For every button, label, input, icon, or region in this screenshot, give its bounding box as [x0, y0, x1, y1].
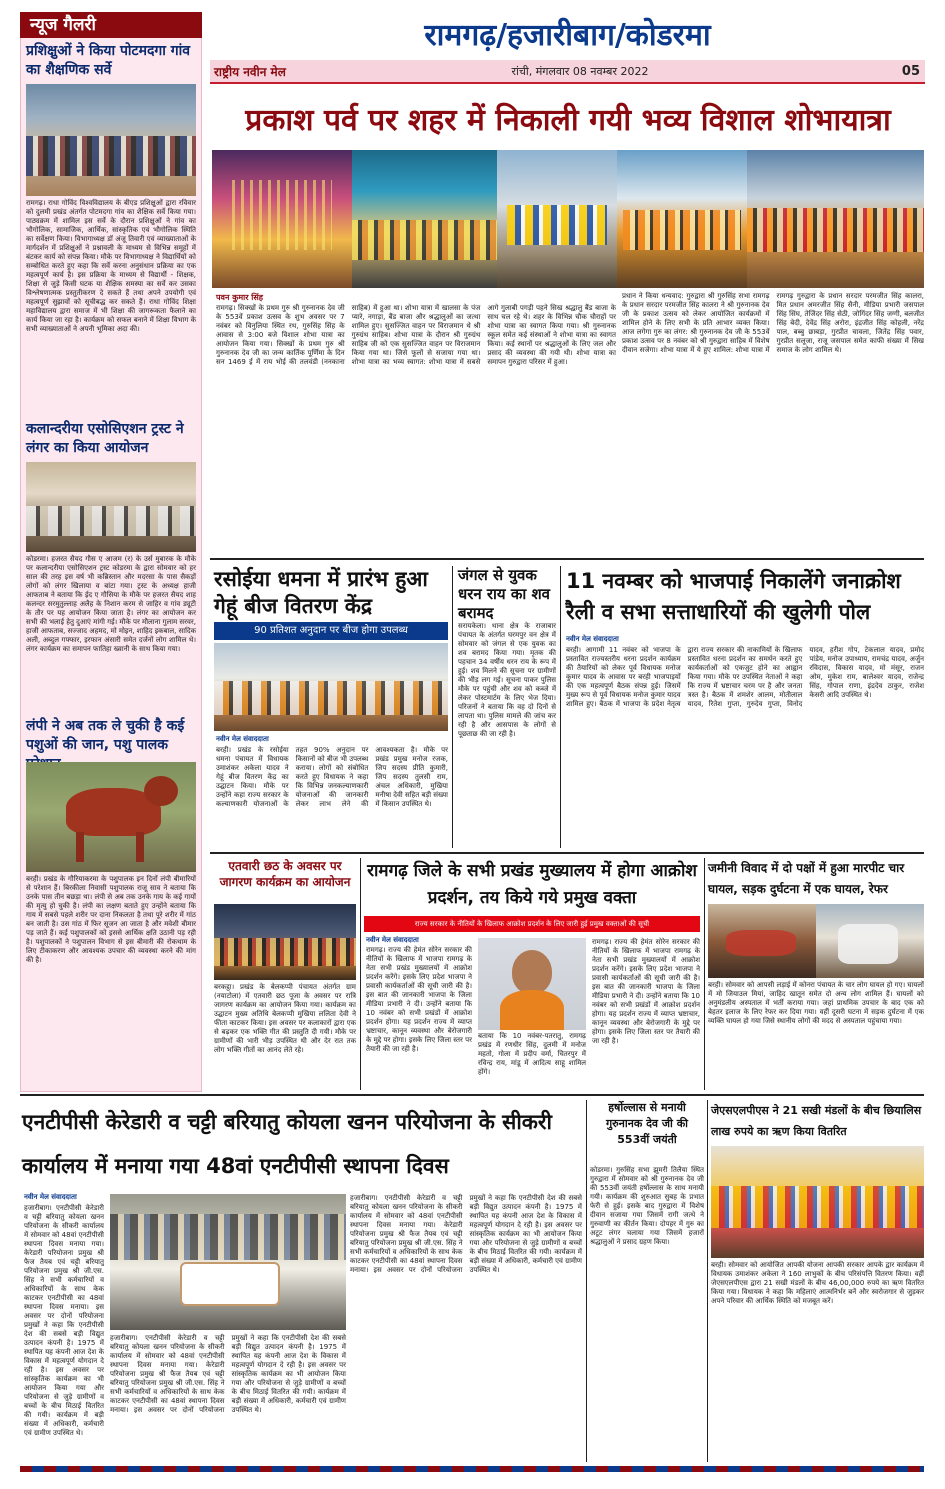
dateline: रांची, मंगलवार 08 नवम्बर 2022	[511, 65, 649, 78]
rasoiya-subhead: 90 प्रतिशत अनुदान पर बीज होगा उपलब्ध	[254, 625, 408, 636]
lead-photo-1	[212, 150, 352, 288]
rasoiya-photo	[214, 643, 448, 731]
calf-photo	[26, 762, 196, 872]
land-divider	[704, 858, 705, 1090]
guru-body: कोडरमा। गुरुसिंह सभा झुमरी तिलैया स्थित गुरुद्वारा में सोमवार को श्री गुरुनानक देव जी की 553वीं जयंती हर्षोल्लास के साथ मनायी गयी। कार्यक्रम की शुरुआत सुबह के प्रभात फेरी से हुई। इसके बाद गुरुद्वारा में विशेष दीवान सजाया गया जिसमें रागी जत्थे ने गुरुवाणी का कीर्तन किया। दोपहर में गुरु का अटूट लंगर चलाया गया जिसमें हजारों श्रद्धालुओं ने प्रसाद ग्रहण किया।	[590, 1166, 704, 1246]
aakrosh-body: रामगढ़। राज्य की हेमंत सोरेन सरकार की नीतियों के खिलाफ में भाजपा रामगढ़ के नेता सभी प्रखंड मुख्यालयों में आक्रोश प्रदर्शन करेंगे। इसके लिए प्रदेश भाजपा ने प्रवासी कार्यकर्ताओं की सूची जारी की है। इस बात की जानकारी भाजपा के जिला मीडिया प्रभारी ने दी। उन्होंने बताया कि 10 नवंबर को सभी प्रखंडों में आक्रोश प्रदर्शन होगा। यह प्रदर्शन राज्य में व्याप्त भ्रष्टाचार, कानून व्यवस्था और बेरोजगारी के मुद्दे पर होगा। इसके लिए जिला स्तर पर तैयारी की जा रही है।	[366, 946, 472, 1053]
bjp-headline: 11 नवम्बर को भाजपाई निकालेंगे जनाक्रोश रैली व सभा सत्ताधारियों की खुलेगी पोल	[566, 569, 901, 624]
paper-name: राष्ट्रीय नवीन मेल	[214, 65, 286, 79]
ntpc-body-mid: हजारीबाग। एनटीपीसी केरेडारी व चट्टी बरियातु कोयला खनन परियोजना के सीकरी कार्यालय में सोमवार को 48वां एनटीपीसी स्थापना दिवस मनाया गया। केरेडारी परियोजना प्रमुख श्री फैज तैयब एवं चट्टी बरियातु परियोजना प्रमुख श्री जी.एस. सिंह ने सभी कर्मचारियों व अधिकारियों के साथ केक काटकर एनटीपीसी का 48वां स्थापना दिवस मनाया। इस अवसर पर दोनों परियोजना प्रमुखों ने कहा कि एनटीपीसी देश की सबसे बड़ी विद्युत उत्पादन कंपनी है। 1975 में स्थापित यह कंपनी आज देश के विकास में महत्वपूर्ण योगदान दे रही है। इस अवसर पर सांस्कृतिक कार्यक्रम का भी आयोजन किया गया और परियोजना से जुड़े ग्रामीणों व बच्चों के बीच मिठाई वितरित की गयी। कार्यक्रम में बड़ी संख्या में अधिकारी, कर्मचारी एवं ग्रामीण उपस्थित थे।	[110, 1334, 346, 1414]
rasoiya-headline: रसोईया धमना में प्रारंभ हुआ गेहूं बीज वितरण केंद्र	[214, 567, 428, 618]
guru-divider	[586, 1100, 587, 1462]
lead-photo-4	[617, 150, 747, 288]
mid-rule	[210, 852, 924, 854]
chhath-headline: एतवारी छठ के अवसर पर जागरण कार्यक्रम का आयोजन	[219, 859, 351, 889]
langar-body: कोडरमा। हजरत सैयद गौस ए आजम (र) के उर्स मुबारक के मौके पर कलान्दरीया एसोसिएशन ट्रस्ट कोडरमा के द्वारा सोमवार को हर साल की तरह इस वर्ष भी कब्रिस्तान और मदरसा के पास सैकड़ों लोगों को लंगर खिलाया व बांटा गया। ट्रस्ट के अध्यक्ष हाजी आफताब ने बताया कि ईद ए गौसिया के मौके पर हजरत सैयद शाह कलन्दर सरमुतुल्लाह अलैह के निशान करम से जाहिर व गांव ड्यूटी के तौर पर यह आयोजन किया जाता है। लंगर का आयोजन कर सभी की भलाई हेतु दुआएं मांगी गई। मौके पर मौलाना गुलाम सरवर, हाजी आफताब, सज्जाद अहमद, मो मोइन, शाहिद इकबाल, सादिक अली, अब्दुल गफ्फार, इरफान अंसारी समेत दर्जनों लोग शामिल थे। लंगर कार्यक्रम का समापन फातिहा ख्वानी के साथ किया गया।	[26, 555, 197, 653]
jslps-body: बरही। सोमवार को आयोजित आपकी योजना आपकी सरकार आपके द्वार कार्यक्रम में विधायक उमाशंकर अकेला ने 160 लाभुकों के बीच परिसंपत्ति वितरण किया। वहीं जेएसएलपीएस द्वारा 21 सखी मंडलों के बीच 46,00,000 रुपये का ऋण वितरित किया गया। विधायक ने कहा कि महिलाएं आत्मनिर्भर बनें और स्वरोजगार से जुड़कर अपने परिवार की आर्थिक स्थिति को मजबूत करें।	[711, 1261, 924, 1305]
guru-headline: हर्षोल्लास से मनायी गुरुनानक देव जी की 553वीं जयंती	[605, 1101, 689, 1146]
ntpc-body-left: हजारीबाग। एनटीपीसी केरेडारी व चट्टी बरियातु कोयला खनन परियोजना के सीकरी कार्यालय में सोमवार को 48वां एनटीपीसी स्थापना दिवस मनाया गया। केरेडारी परियोजना प्रमुख श्री फैज तैयब एवं चट्टी बरियातु परियोजना प्रमुख श्री जी.एस. सिंह ने सभी कर्मचारियों व अधिकारियों के साथ केक काटकर एनटीपीसी का 48वां स्थापना दिवस मनाया। इस अवसर पर दोनों परियोजना प्रमुखों ने कहा कि एनटीपीसी देश की सबसे बड़ी विद्युत उत्पादन कंपनी है। 1975 में स्थापित यह कंपनी आज देश के विकास में महत्वपूर्ण योगदान दे रही है। इस अवसर पर सांस्कृतिक कार्यक्रम का भी आयोजन किया गया और परियोजना से जुड़े ग्रामीणों व बच्चों के बीच मिठाई वितरित की गयी। कार्यक्रम में बड़ी संख्या में अधिकारी, कर्मचारी एवं ग्रामीण उपस्थित थे।	[24, 1204, 104, 1437]
aakrosh-byline: नवीन मेल संवाददाता	[366, 936, 419, 944]
bjp-body: बरही। आगामी 11 नवंबर को भाजपा के प्रस्तावित राज्यस्तरीय धरना प्रदर्शन कार्यक्रम की तैयारियों को लेकर पूर्व विधायक मनोज कुमार यादव के आवास पर बरही भाजपाइयों की एक महत्वपूर्ण बैठक संपन्न हुई। जिसमें मुख्य रूप से पूर्व विधायक मनोज कुमार यादव शामिल हुए। बैठक में भाजपा के प्रदेश नेतृत्व द्वारा राज्य सरकार की नाकामियों के खिलाफ प्रस्तावित धरना प्रदर्शन का समर्थन करते हुए कार्यकर्ताओं को एकजुट होने का आह्वान किया गया। मौके पर उपस्थित नेताओं ने कहा कि राज्य में भ्रष्टाचार चरम पर है और जनता त्रस्त है। बैठक में शमशेर आलम, मोतीलाल यादव, रितेश गुप्ता, गुरुदेव गुप्ता, विनोद यादव, हरीश गोप, टेकलाल यादव, प्रमोद पांडेय, मनोज उपाध्याय, रामचंद्र यादव, अर्जुन रविदास, विकास यादव, मो मंसूर, राजन ओम, मुकेश राम, बालेश्वर यादव, राजेन्द्र सिंह, गोपाल राणा, इंद्रदेव ठाकुर, राजेश केसरी आदि उपस्थित थे।	[566, 646, 924, 708]
land-headline: जमीनी विवाद में दो पक्षों में हुआ मारपीट चार घायल, सड़क दुर्घटना में एक घायल, रेफर	[708, 861, 905, 896]
lead-photo-2	[352, 150, 497, 288]
lower-rule	[20, 1094, 924, 1096]
aakrosh-subhead: राज्य सरकार के नीतियों के खिलाफ आक्रोश प्रदर्शन के लिए जारी हुई प्रमुख वक्ताओं की सूची	[414, 920, 650, 928]
ntpc-byline: नवीन मेल संवाददाता	[24, 1193, 77, 1201]
page-number: 05	[901, 64, 920, 79]
jslps-divider	[707, 1100, 708, 1462]
region-title: रामगढ़/हजारीबाग/कोडरमा	[424, 18, 711, 53]
aakrosh-divider	[360, 858, 361, 1090]
survey-photo	[26, 84, 196, 196]
rasoiya-body: बरही। प्रखंड के रसोईया धमना पंचायत में विधायक उमाशंकर अकेला यादव ने गेहूं बीज वितरण केंद्र का उद्घाटन किया। मौके पर उन्होंने कहा राज्य सरकार के कल्याणकारी योजनाओं के तहत 90% अनुदान पर किसानों को बीज भी उपलब्ध कराया। लोगों को संबोधित करते हुए विधायक ने कहा कि विभिन्न जनकल्याणकारी योजनाओं की जानकारी लेकर लाभ लेने की आवश्यकता है। मौके पर प्रखंड प्रमुख मनोज रजक, जिप सदस्य प्रीति कुमारी, जिप सदस्य तुलसी राम, अंचल अधिकारी, मुखिया मनीषा देवी सहित बड़ी संख्या में किसान उपस्थित थे।	[216, 746, 448, 808]
injured-photo-1	[708, 904, 816, 978]
chhath-photo	[214, 904, 356, 980]
jslps-headline: जेएसएलपीएस ने 21 सखी मंडलों के बीच छियालिस लाख रुपये का ऋण किया वितरित	[711, 1104, 922, 1138]
jungle-headline: जंगल से युवक धरन राय का शव बरामद	[458, 566, 551, 622]
aakrosh-body-right: रामगढ़। राज्य की हेमंत सोरेन सरकार की नीतियों के खिलाफ में भाजपा रामगढ़ के नेता सभी प्रखंड मुख्यालयों में आक्रोश प्रदर्शन करेंगे। इसके लिए प्रदेश भाजपा ने प्रवासी कार्यकर्ताओं की सूची जारी की है। इस बात की जानकारी भाजपा के जिला मीडिया प्रभारी ने दी। उन्होंने बताया कि 10 नवंबर को सभी प्रखंडों में आक्रोश प्रदर्शन होगा। यह प्रदर्शन राज्य में व्याप्त भ्रष्टाचार, कानून व्यवस्था और बेरोजगारी के मुद्दे पर होगा। इसके लिए जिला स्तर पर तैयारी की जा रही है।	[592, 938, 700, 1045]
leader-portrait	[478, 938, 586, 1030]
aakrosh-caption: बताया कि 10 नवंबर-पतरातु, रामगढ़ प्रखंड में रणधीर सिंह, दुलमी में मनोज महतो, गोला में प्रदीप वर्मा, चितरपुर में रविन्द्र राय, मांडू में आदित्य साहू शामिल होंगे।	[478, 1032, 586, 1076]
jungle-body: सरायकेला। थाना क्षेत्र के राजाबार पंचायत के अंतर्गत घरमपुर वन क्षेत्र में सोमवार को जंगल से एक युवक का शव बरामद किया गया। मृतक की पहचान 34 वर्षीय धरन राय के रूप में हुई। शव मिलने की सूचना पर ग्रामीणों की भीड़ लग गई। सूचना पाकर पुलिस मौके पर पहुंची और शव को कब्जे में लेकर पोस्टमार्टम के लिए भेज दिया। परिजनों ने बताया कि वह दो दिनों से लापता था। पुलिस मामले की जांच कर रही है और आसपास के लोगों से पूछताछ की जा रही है।	[458, 622, 556, 738]
rasoiya-byline: नवीन मेल संवाददाता	[216, 735, 269, 743]
footer-strip	[20, 1466, 924, 1472]
lead-bottom-rule	[210, 558, 924, 560]
chhath-body: बरकट्ठा। प्रखंड के बेलकप्पी पंचायत अंतर्गत ग्राम (नयाटोला) में एतवारी छठ पूजा के अवसर पर रात्रि जागरण कार्यक्रम का आयोजन किया गया। कार्यक्रम का उद्घाटन मुख्य अतिथि बेलकप्पी मुखिया ललिता देवी ने फीता काटकर किया। इस अवसर पर कलाकारों द्वारा एक से बढ़कर एक भक्ति गीत की प्रस्तुति दी गयी। मौके पर ग्रामीणों की भारी भीड़ उपस्थित थी और देर रात तक लोग भक्ति गीतों का आनंद लेते रहे।	[214, 983, 356, 1054]
lead-byline: पवन कुमार सिंह	[216, 293, 264, 302]
survey-body: रामगढ़। राधा गोविंद विश्वविद्यालय के बीएड प्रशिक्षुओं द्वारा रविवार को दुलमी प्रखंड अंतर्गत पोटमदगा गांव का शैक्षिक सर्वे किया गया। पाठ्यक्रम में शामिल इस सर्वे के दौरान प्रशिक्षुओं ने गांव का भौगोलिक, सामाजिक, आर्थिक, सांस्कृतिक एवं भौगोलिक स्थिति का सर्वेक्षण किया। विभागाध्यक्ष डॉ अंजू तिवारी एवं व्याख्याताओं के मार्गदर्शन में प्रशिक्षुओं ने प्रश्नावली के माध्यम से विभिन्न समूहों में बंटकर कार्य को संपन्न किया। मौके पर विभागाध्यक्ष ने विद्यार्थियों को सम्बोधित करते हुए कहा कि सर्वे करना अनुसंधान प्रक्रिया का एक महत्वपूर्ण कार्य है। इस प्रक्रिया के माध्यम से विद्यार्थी - शिक्षक, शिक्षा से जुड़े किसी घटक या शैक्षिक समस्या का सर्वे कर उसका विश्लेषणात्मक प्रस्तुतीकरण दे सकते हैं तथा अपने उपयोगी एवं महत्वपूर्ण सुझावों को सूचीबद्ध कर सकते हैं। राधा गोविंद शिक्षा महाविद्यालय द्वारा समाज में भी शिक्षा की जागरूकता फैलाने का कार्य किया जा रहा है। कार्यक्रम को सफल बनाने में शिक्षा विभाग के सभी व्याख्याताओं ने अपनी भूमिका अदा की।	[26, 199, 196, 333]
lumpy-body: बरही। प्रखंड के गौरियाकरमा के पशुपालक इन दिनों लंपी बीमारियों से परेशान हैं। बिरकीला निवासी पशुपालक राजू साव ने बताया कि उनके पास तीन बछड़ा था। लंपी से अब तक उनके गाय के कई गायों की मृत्यु हो चुकी है। लंपी का लक्षण बताते हुए उन्होंने बताया कि गाय में सबसे पहले शरीर पर दाना निकलता है तथा पूरे शरीर में गांठ बन जाती है। उस गांठ में फिर सूजन आ जाता है और मवेशी बीमार पड़ जाते हैं। कई पशुपालकों को इससे आर्थिक क्षति उठानी पड़ रही है। पशुपालकों ने पशुपालन विभाग से इस बीमारी की रोकथाम के लिए टीकाकरण और आवश्यक उपचार की व्यवस्था करने की मांग की है।	[26, 875, 196, 964]
ntpc-body-right: हजारीबाग। एनटीपीसी केरेडारी व चट्टी बरियातु कोयला खनन परियोजना के सीकरी कार्यालय में सोमवार को 48वां एनटीपीसी स्थापना दिवस मनाया गया। केरेडारी परियोजना प्रमुख श्री फैज तैयब एवं चट्टी बरियातु परियोजना प्रमुख श्री जी.एस. सिंह ने सभी कर्मचारियों व अधिकारियों के साथ केक काटकर एनटीपीसी का 48वां स्थापना दिवस मनाया। इस अवसर पर दोनों परियोजना प्रमुखों ने कहा कि एनटीपीसी देश की सबसे बड़ी विद्युत उत्पादन कंपनी है। 1975 में स्थापित यह कंपनी आज देश के विकास में महत्वपूर्ण योगदान दे रही है। इस अवसर पर सांस्कृतिक कार्यक्रम का भी आयोजन किया गया और परियोजना से जुड़े ग्रामीणों व बच्चों के बीच मिठाई वितरित की गयी। कार्यक्रम में बड़ी संख्या में अधिकारी, कर्मचारी एवं ग्रामीण उपस्थित थे।	[350, 1194, 582, 1274]
lead-photo-3	[497, 150, 617, 288]
ntpc-headline: एनटीपीसी केरेडारी व चट्टी बरियातु कोयला खनन परियोजना के सीकरी कार्यालय में मनाया गया 48वां एनटीपीसी स्थापना दिवस	[22, 1110, 552, 1178]
ntpc-photo	[110, 1194, 346, 1330]
jslps-photo	[711, 1146, 924, 1258]
bjp-byline: नवीन मेल संवाददाता	[566, 635, 619, 643]
lumpy-headline: लंपी ने अब तक ले चुकी है कई पशुओं की जान, पशु पालक	[26, 718, 185, 753]
land-body: बरही। सोमवार को आपसी लड़ाई में कोनरा पंचायत के चार लोग घायल हो गए। घायलों में मो जियाउल मियां, जाहिद खातून समेत दो अन्य लोग शामिल हैं। घायलों को अनुमंडलीय अस्पताल में भर्ती कराया गया। जहां प्राथमिक उपचार के बाद एक को बेहतर इलाज के लिए रेफर कर दिया गया। वहीं दूसरी घटना में सड़क दुर्घटना में एक व्यक्ति घायल हो गया जिसे स्थानीय लोगों की मदद से अस्पताल पहुंचाया गया।	[708, 981, 924, 1025]
lead-headline: प्रकाश पर्व पर शहर में निकाली गयी भव्य विशाल शोभायात्रा	[245, 103, 891, 138]
langar-headline: कलान्दरीया एसोसिएशन ट्रस्ट ने लंगर का किया आयोजन	[26, 421, 184, 456]
aakrosh-headline: रामगढ़ जिले के सभी प्रखंड मुख्यालय में होगा आक्रोश प्रदर्शन, तय किये गये प्रमुख वक्ता	[367, 861, 697, 908]
news-gallery-title: न्यूज गैलरी	[30, 15, 96, 35]
lead-body: रामगढ़। सिक्खों के प्रथम गुरु श्री गुरुनानक देव जी के 553वें प्रकाश उत्सव के शुभ अवसर पर 7 नवंबर को विनुलिया स्थित रथ, गुरुसिंह सिंह के आवास से 3:00 बजे विशाल शोभा यात्रा का आयोजन किया गया। सिक्खों के प्रथम गुरु श्री गुरुनानक देव जी का जन्म कार्तिक पूर्णिमा के दिन सन 1469 ई में राय भोई की तलवंडी (ननकाना साहिब) में हुआ था। शोभा यात्रा में खालसा के पंज प्यारे, नगाड़ा, बैंड बाजा और श्रद्धालुओं का जत्था शामिल हुए। सुसज्जित वाहन पर विराजमान थे श्री गुरुग्रंथ साहिब। शोभा यात्रा के दौरान श्री गुरुग्रंथ साहिब जी को एक सुसज्जित वाहन पर विराजमान किया गया था। जिसे फूलों से सजाया गया था। शोभा यात्रा का भव्य स्वागत: शोभा यात्रा में सबसे आगे गुलाबी पगड़ी पहने सिख श्रद्धालु बैंड बाजा के साथ चल रहे थे। शहर के विभिन्न चौक चौराहों पर शोभा यात्रा का स्वागत किया गया। श्री गुरुनानक स्कूल समेत कई संस्थाओं ने शोभा यात्रा का स्वागत किया। कई स्थानों पर श्रद्धालुओं के लिए जल और प्रसाद की व्यवस्था की गयी थी। शोभा यात्रा का समापन गुरुद्वारा परिसर में हुआ।	[216, 304, 616, 366]
jungle-divider	[452, 566, 453, 848]
survey-headline: प्रशिक्षुओं ने किया पोटमदगा गांव का शैक्षणिक सर्वे	[26, 43, 191, 78]
langar-photo	[26, 462, 196, 552]
injured-photo-2	[816, 904, 924, 978]
lead-body-continued: प्रधान ने किया धन्यवाद: गुरुद्वारा श्री गुरुसिंह सभा रामगढ़ के प्रधान सरदार परमजीत सिंह कालरा ने श्री गुरुनानक देव जी के प्रकाश उत्सव को लेकर आयोजित कार्यक्रमों में शामिल होने के लिए सभी के प्रति आभार व्यक्त किया। आज लगेगा गुरु का लंगर: श्री गुरुनानक देव जी के 553वें प्रकाश उत्सव पर 8 नवंबर को श्री गुरुद्वारा साहिब में विशेष दीवान सजेगा। शोभा यात्रा में ये हुए शामिल: शोभा यात्रा में रामगढ़ गुरुद्वारा के प्रधान सरदार परमजीत सिंह कालरा, मित प्रधान अमरजीत सिंह सैनी, मीडिया प्रभारी जसपाल सिंह सिंघ, तेजिंदर सिंह सेठी, जोगिंदर सिंह जग्गी, बलजीत सिंह बेदी, देवेंद्र सिंह अरोरा, इंद्रजीत सिंह कोहली, नरेंद्र पाल, बब्बु छाबड़ा, गुरप्रीत चावला, जितेंद्र सिंह पवार, गुरप्रीत सलूजा, राजू जसपाल समेत काफी संख्या में सिख समाज के लोग शामिल थे।	[622, 292, 924, 354]
lead-photo-5	[747, 150, 924, 288]
bjp-divider	[560, 566, 561, 848]
